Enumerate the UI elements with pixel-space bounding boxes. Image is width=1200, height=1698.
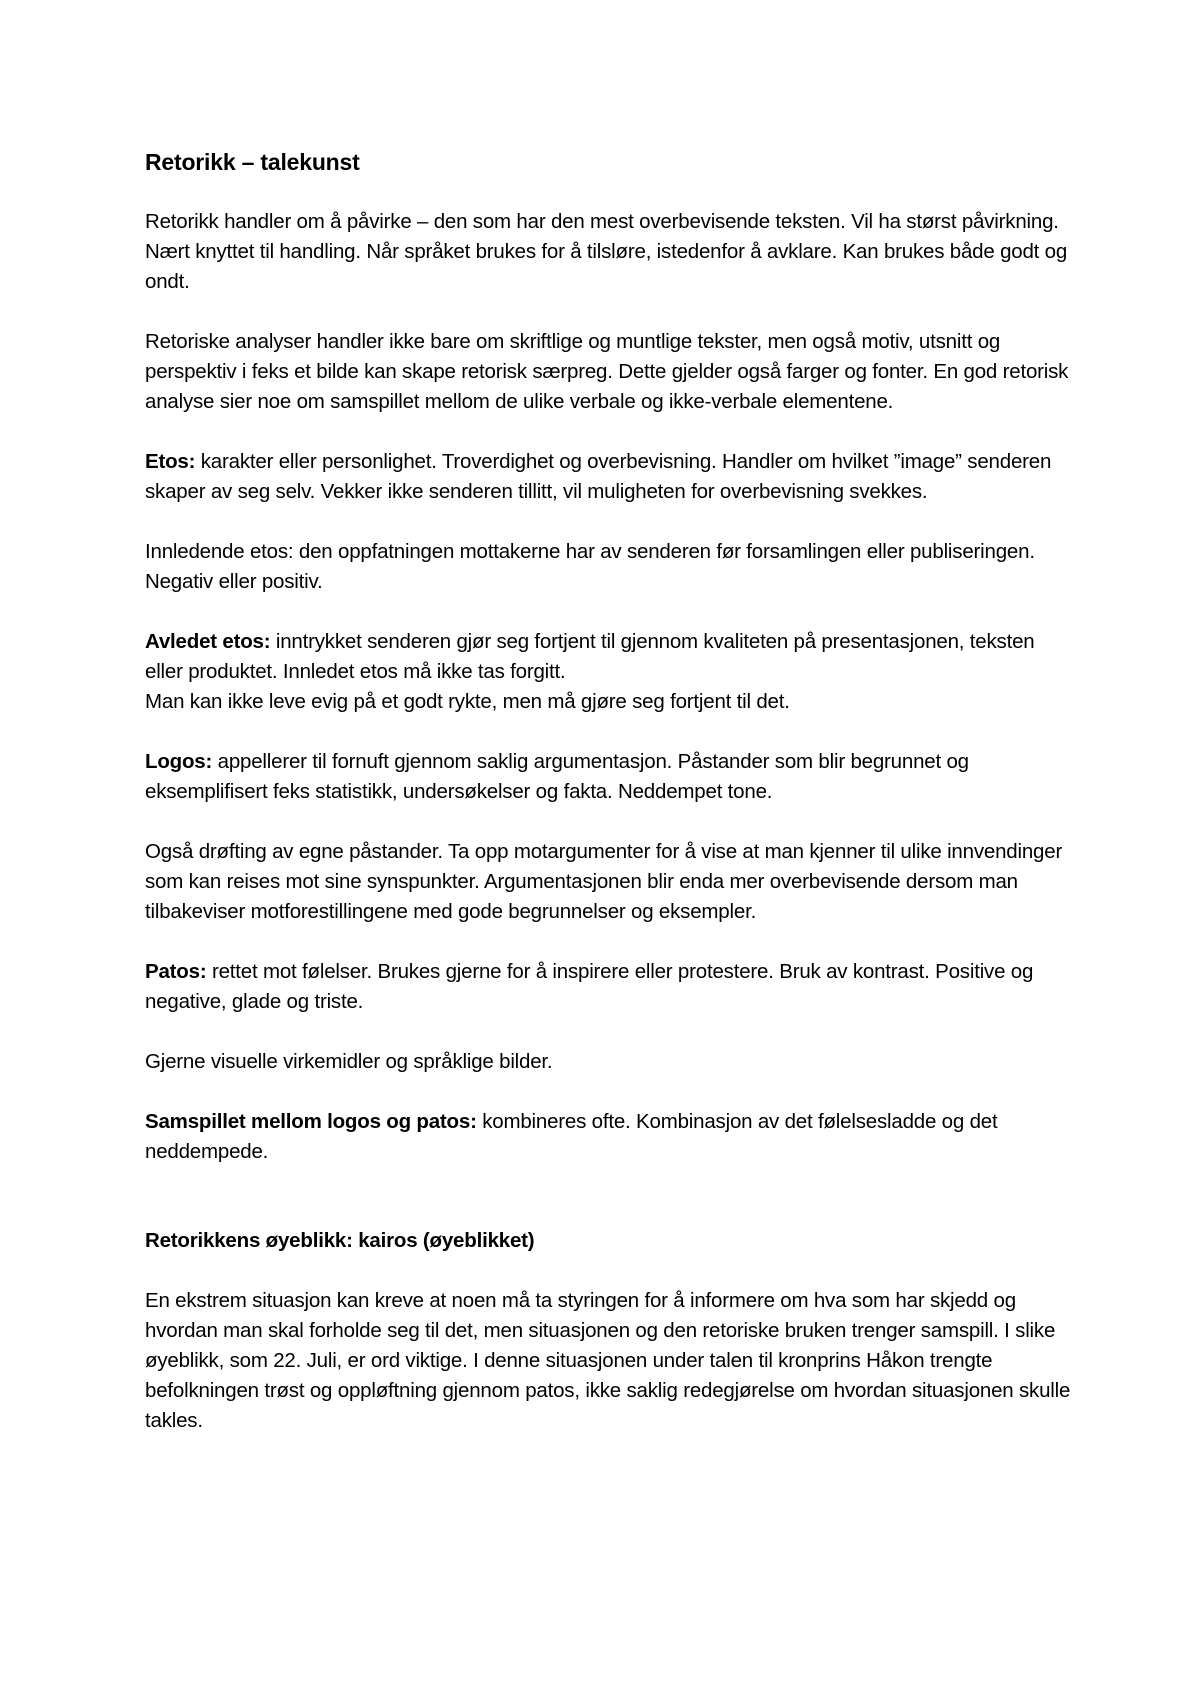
logos-paragraph — [145, 747, 1075, 807]
intro-paragraph: Retorikk handler om å påvirke – den som har den mest overbevisende teksten. Vil ha størst påvirkning. Nært knyttet til handling. Når språket brukes for å tilsløre, istedenfor å avklare. Kan brukes både godt og ondt. — [145, 210, 1068, 293]
patos-label: Patos: — [145, 960, 207, 983]
logos-label: Logos: — [145, 750, 213, 773]
avledet-etos-line2: Man kan ikke leve evig på et godt rykte, men må gjøre seg fortjent til det. — [145, 690, 790, 713]
logos-text: appellerer til fornuft gjennom saklig argumentasjon. Påstander som blir begrunnet og eksemplifisert feks statistikk, undersøkelser og fakta. Neddempet tone. — [145, 750, 969, 803]
patos-paragraph — [145, 957, 1075, 1017]
samspill-paragraph — [145, 1107, 1075, 1167]
spacer — [145, 807, 1075, 837]
spacer — [145, 417, 1075, 447]
document-title: Retorikk – talekunst — [145, 149, 360, 175]
spacer — [145, 1167, 1075, 1226]
avledet-etos-text: inntrykket senderen gjør seg fortjent til gjennom kvaliteten på presentasjonen, teksten eller produktet. Innledet etos må ikke tas forgitt. — [145, 630, 1035, 683]
spacer — [145, 927, 1075, 957]
spacer — [145, 597, 1075, 627]
innledende-etos-paragraph: Innledende etos: den oppfatningen mottakerne har av senderen før forsamlingen eller publiseringen. Negativ eller positiv. — [145, 540, 1035, 593]
analysis-paragraph: Retoriske analyser handler ikke bare om skriftlige og muntlige tekster, men også motiv, utsnitt og perspektiv i feks et bilde kan skape retorisk særpreg. Dette gjelder også farger og fonter. En god retorisk analyse sier noe om samspillet mellom de ulike verbale og ikke-verbale elementene. — [145, 330, 1069, 413]
kairos-paragraph: En ekstrem situasjon kan kreve at noen må ta styringen for å informere om hva som har skjedd og hvordan man skal forholde seg til det, men situasjonen og den retoriske bruken trenger samspill. I slike øyeblikk, som 22. Juli, er ord viktige. I denne situasjonen under talen til kronprins Håkon trengte befolkningen trøst og oppløftning gjennom patos, ikke saklig redegjørelse om hvordan situasjonen skulle takles. — [145, 1289, 1071, 1432]
samspill-label: Samspillet mellom logos og patos: — [145, 1110, 477, 1133]
kairos-heading: Retorikkens øyeblikk: kairos (øyeblikket) — [145, 1229, 535, 1252]
spacer — [145, 507, 1075, 537]
avledet-etos-label: Avledet etos: — [145, 630, 271, 653]
spacer — [145, 1077, 1075, 1107]
etos-label: Etos: — [145, 450, 196, 473]
avledet-etos-paragraph — [145, 627, 1075, 687]
samspill-text: kombineres ofte. Kombinasjon av det følelsesladde og det neddempede. — [145, 1110, 998, 1163]
patos-text: rettet mot følelser. Brukes gjerne for å inspirere eller protestere. Bruk av kontrast. Positive og negative, glade og triste. — [145, 960, 1034, 1013]
spacer — [145, 1017, 1075, 1047]
etos-text: karakter eller personlighet. Troverdighet og overbevisning. Handler om hvilket ”image” senderen skaper av seg selv. Vekker ikke senderen tillitt, vil muligheten for overbevisning svekkes. — [145, 450, 1052, 503]
spacer — [145, 178, 1075, 207]
spacer — [145, 297, 1075, 327]
etos-paragraph — [145, 447, 1075, 507]
spacer — [145, 717, 1075, 747]
document-content — [145, 146, 1075, 1436]
spacer — [145, 1256, 1075, 1286]
visuelle-paragraph: Gjerne visuelle virkemidler og språklige bilder. — [145, 1050, 553, 1073]
drofting-paragraph: Også drøfting av egne påstander. Ta opp motargumenter for å vise at man kjenner til ulike innvendinger som kan reises mot sine synspunkter. Argumentasjonen blir enda mer overbevisende dersom man tilbakeviser motforestillingene med gode begrunnelser og eksempler. — [145, 840, 1063, 923]
